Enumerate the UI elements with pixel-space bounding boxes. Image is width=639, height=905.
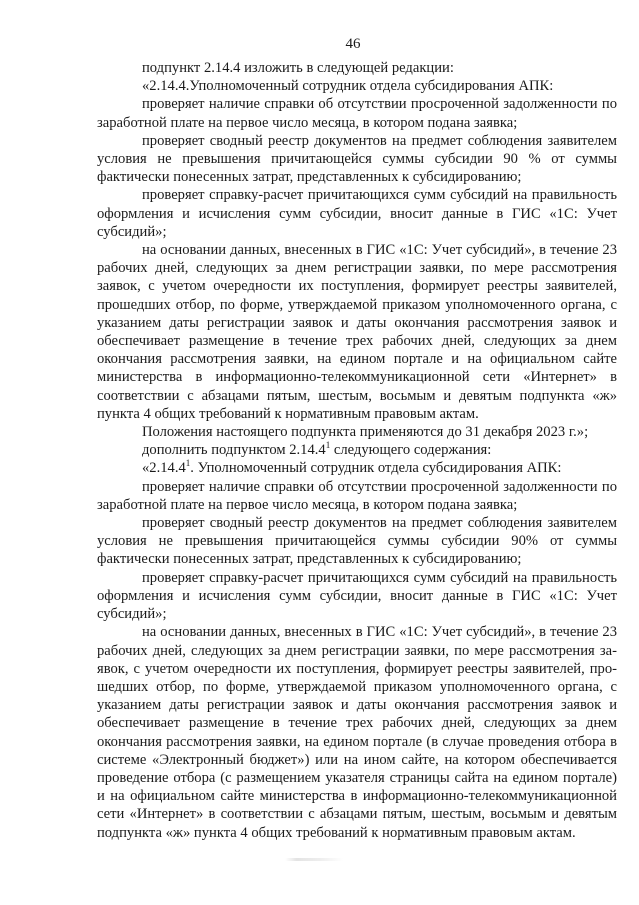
superscript: 1 xyxy=(185,458,191,469)
paragraph: проверяет справку-расчет причитающихся сумм субсидий на правильность оформления и исчисления сумм субсидии, вносит данные в ГИС «1С: Учет субсидий»; xyxy=(97,569,617,623)
paragraph: «2.14.4.Уполномоченный сотрудник отдела субсидирования АПК: xyxy=(142,78,554,95)
paragraph: проверяет наличие справки об отсутствии просроченной задолженности по заработной плате на первое число месяца, в котором подана заявка; xyxy=(97,478,617,513)
page-number: 46 xyxy=(345,36,361,52)
new-item-heading xyxy=(97,459,617,477)
paragraph: подпункт 2.14.4 изложить в следующей редакции: xyxy=(142,60,454,76)
superscript: 1 xyxy=(325,440,331,451)
paragraph: Положения настоящего подпункта применяются до 31 декабря 2023 г.»; xyxy=(142,424,589,441)
paragraph: проверяет сводный реестр документов на предмет соблюдения заявителем условия не превышения причитающейся суммы субсидии 90 % от суммы фактически понесенных затрат, представленных к субсидированию; xyxy=(97,132,617,186)
supplement-prefix: дополнить подпунктом 2.14.4 xyxy=(142,442,326,459)
new-item-suffix: . Уполномоченный сотрудник отдела субсидирования АПК: xyxy=(190,460,562,477)
paragraph: на основании данных, внесенных в ГИС «1С: Учет субсидий», в течение 23 рабочих дней, следующих за днем регистрации заявки, по мере рассмотрения за-явок, с учетом очередности их поступления, формирует реестры заявителей, про-шедших отбор, по форме, утверждаемой приказом уполномоченного органа, с указанием даты регистрации заявок и даты окончания рассмотрения заявок и обеспечивает размещение в течение трех рабочих дней, следующих за днем окончания рассмотрения заявки, на едином портале (в случае проведения отбора в системе «Электронный бюджет») или на ином сайте, на котором обеспечивается проведение отбора (с размещением указателя страницы сайта на едином портале) и на официальном сайте министерства в информационно-телекоммуникационной сети «Интернет» в соответствии с абзацами пятым, шестым, восьмым и девятым подпункта «ж» пункта 4 общих требований к нормативным правовым актам. xyxy=(97,624,617,841)
paragraph: на основании данных, внесенных в ГИС «1С: Учет субсидий», в течение 23 рабочих дней, следующих за днем регистрации заявки, по мере рассмотрения заявок, с учетом очередности их поступления, формирует реестры заявителей, прошедших отбор, по форме, утверждаемой приказом уполномоченного органа, с указанием даты регистрации заявок и даты окончания рассмотрения заявок и обеспечивает размещение в течение трех рабочих дней, следующих за днем окончания рассмотрения заявки, на едином портале и на официальном сайте министерства в информационно-телекоммуникационной сети «Интернет» в соответствии с абзацами пятым, шестым, восьмым и девятым подпункта «ж» пункта 4 общих требований к нормативным правовым актам. xyxy=(97,242,617,422)
scan-artifact xyxy=(285,858,343,861)
paragraph: проверяет наличие справки об отсутствии просроченной задолженности по заработной плате на первое число месяца, в котором подана заявка; xyxy=(97,96,617,131)
supplement-suffix: следующего содержания: xyxy=(330,442,492,459)
new-item-prefix: «2.14.4 xyxy=(142,460,186,477)
paragraph: проверяет справку-расчет причитающихся сумм субсидий на правильность оформления и исчисления сумм субсидии, вносит данные в ГИС «1С: Учет субсидий»; xyxy=(97,187,617,240)
supplement-paragraph xyxy=(97,441,617,459)
paragraph: проверяет сводный реестр документов на предмет соблюдения заявителем условия не превышения причитающейся суммы субсидии 90% от суммы фактически понесенных затрат, представленных к субсидированию; xyxy=(97,515,617,568)
document-body xyxy=(97,59,617,842)
